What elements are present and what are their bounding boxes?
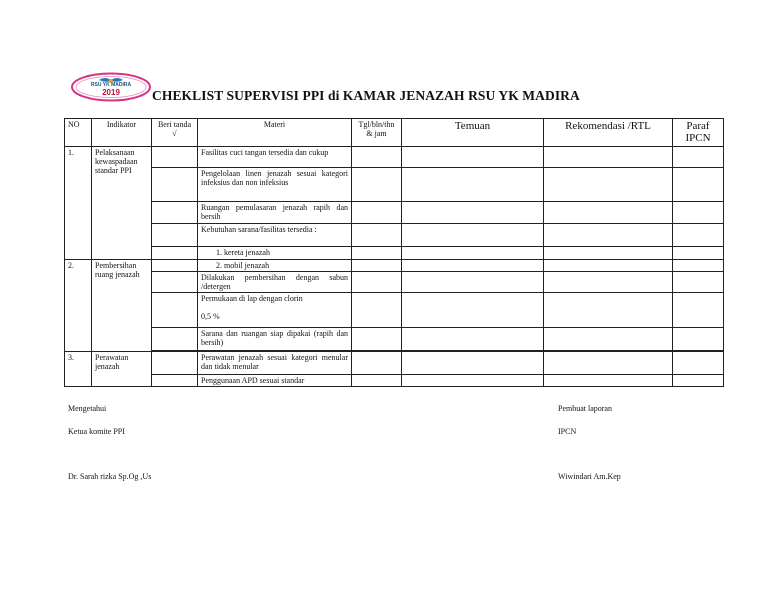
rekomendasi-cell[interactable] [544,147,673,168]
header-temuan: Temuan [402,119,544,147]
check-cell[interactable] [152,224,198,247]
paraf-cell[interactable] [673,293,724,328]
check-cell[interactable] [152,168,198,202]
table-row [65,293,724,328]
date-cell[interactable] [352,272,402,293]
table-row [65,375,724,387]
check-cell[interactable] [152,247,198,260]
table-row [65,352,724,375]
hospital-logo [70,72,152,102]
check-cell[interactable] [152,375,198,387]
materi-line: Permukaan di lap dengan clorin [201,294,303,303]
header-indikator: Indikator [92,119,152,147]
date-cell[interactable] [352,247,402,260]
logo-text: RSU YK MADIRA [90,82,132,88]
check-cell[interactable] [152,202,198,224]
rekomendasi-cell[interactable] [544,247,673,260]
signature-left-label: Mengetahui [68,404,107,413]
table-row [65,202,724,224]
date-cell[interactable] [352,375,402,387]
page-title: CHEKLIST SUPERVISI PPI di KAMAR JENAZAH RSU YK MADIRA [152,88,580,103]
paraf-cell[interactable] [673,352,724,375]
temuan-cell[interactable] [402,147,544,168]
table-row [65,260,724,272]
rekomendasi-cell[interactable] [544,293,673,328]
section-no: 3. [65,352,92,387]
date-cell[interactable] [352,328,402,351]
temuan-cell[interactable] [402,375,544,387]
logo-year: 2019 [102,88,120,97]
rekomendasi-cell[interactable] [544,168,673,202]
temuan-cell[interactable] [402,272,544,293]
date-cell[interactable] [352,147,402,168]
rekomendasi-cell[interactable] [544,224,673,247]
signature-right-role: IPCN [558,427,577,436]
temuan-cell[interactable] [402,247,544,260]
temuan-cell[interactable] [402,328,544,351]
header-no: NO [65,119,92,147]
checklist-table [64,118,724,387]
header-tgl: Tgl/bln/thn & jam [352,119,402,147]
date-cell[interactable] [352,260,402,272]
header-materi: Materi [198,119,352,147]
date-cell[interactable] [352,293,402,328]
date-cell[interactable] [352,352,402,375]
materi-cell: 2. mobil jenazah [198,260,352,272]
check-cell[interactable] [152,328,198,351]
section-no: 2. [65,260,92,352]
header-beri-tanda: Beri tanda √ [152,119,198,147]
materi-cell [198,293,352,328]
rekomendasi-cell[interactable] [544,352,673,375]
date-cell[interactable] [352,202,402,224]
paraf-cell[interactable] [673,375,724,387]
paraf-cell[interactable] [673,272,724,293]
check-cell[interactable] [152,352,198,375]
check-cell[interactable] [152,260,198,272]
materi-cell: Kebutuhan sarana/fasilitas tersedia : [198,224,352,247]
section-indikator: Pembersihan ruang jenazah [92,260,152,352]
paraf-cell[interactable] [673,202,724,224]
date-cell[interactable] [352,224,402,247]
materi-cell: Perawatan jenazah sesuai kategori menular dan tidak menular [198,352,352,375]
section-indikator: Pelaksanaan kewaspadaan standar PPI [92,147,152,260]
table-row [65,147,724,168]
materi-cell: Pengelolaan linen jenazah sesuai kategori infeksius dan non infeksius [198,168,352,202]
signature-left-name: Dr. Sarah rizka Sp.Og ,Us [68,472,152,481]
check-cell[interactable] [152,147,198,168]
header-paraf: Paraf IPCN [673,119,724,147]
table-row [65,328,724,351]
check-cell[interactable] [152,293,198,328]
rekomendasi-cell[interactable] [544,202,673,224]
section-no: 1. [65,147,92,260]
rekomendasi-cell[interactable] [544,328,673,351]
materi-cell: 1. kereta jenazah [198,247,352,260]
section-indikator: Perawatan jenazah [92,352,152,387]
materi-cell: Penggunaan APD sesuai standar [198,375,352,387]
materi-cell: Dilakukan pembersihan dengan sabun /detergen [198,272,352,293]
paraf-cell[interactable] [673,247,724,260]
paraf-cell[interactable] [673,224,724,247]
table-row [65,247,724,260]
table-row [65,272,724,293]
materi-line: 0,5 % [201,312,220,321]
signature-left-role: Ketua komite PPI [68,427,125,436]
signature-right-name: Wiwindari Am.Kep [558,472,621,481]
materi-cell: Ruangan pemulasaran jenazah rapih dan bersih [198,202,352,224]
materi-cell: Fasilitas cuci tangan tersedia dan cukup [198,147,352,168]
temuan-cell[interactable] [402,352,544,375]
paraf-cell[interactable] [673,260,724,272]
header-rekomendasi: Rekomendasi /RTL [544,119,673,147]
paraf-cell[interactable] [673,168,724,202]
rekomendasi-cell[interactable] [544,260,673,272]
temuan-cell[interactable] [402,260,544,272]
rekomendasi-cell[interactable] [544,272,673,293]
check-cell[interactable] [152,272,198,293]
temuan-cell[interactable] [402,224,544,247]
paraf-cell[interactable] [673,147,724,168]
table-row [65,224,724,247]
materi-cell: Sarana dan ruangan siap dipakai (rapih dan bersih) [198,328,352,351]
temuan-cell[interactable] [402,202,544,224]
paraf-cell[interactable] [673,328,724,351]
date-cell[interactable] [352,168,402,202]
rekomendasi-cell[interactable] [544,375,673,387]
table-row [65,168,724,202]
signature-right-label: Pembuat laporan [558,404,612,413]
temuan-cell[interactable] [402,168,544,202]
table-header-row [65,119,724,147]
temuan-cell[interactable] [402,293,544,328]
